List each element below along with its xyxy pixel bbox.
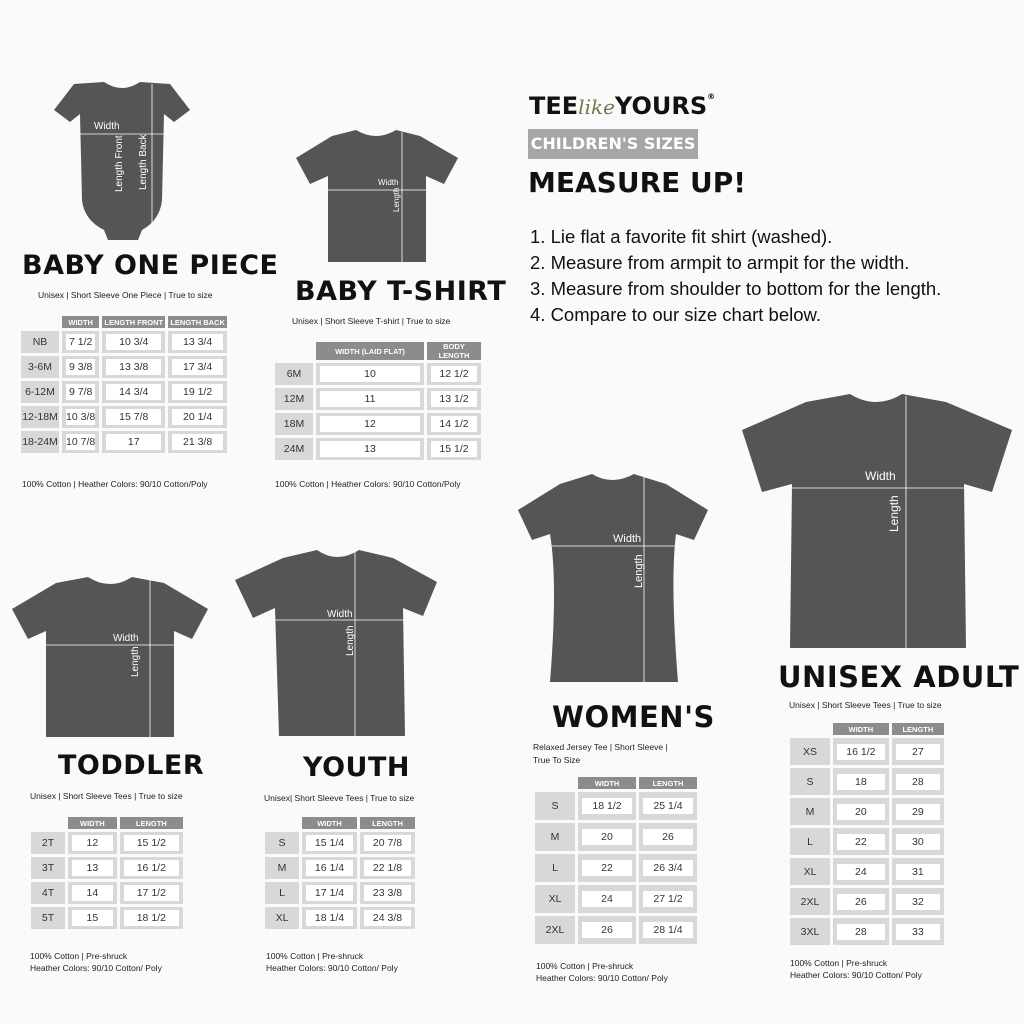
table-row [21,356,227,378]
table-row [790,768,944,795]
fabric-note: 100% Cotton | Heather Colors: 90/10 Cotton/Poly [22,479,208,489]
table-cell: 11 [320,391,420,407]
table-cell: 20 [582,829,632,845]
childrens-sizes-banner: CHILDREN'S SIZES [528,129,698,159]
table-row [790,828,944,855]
table-cell: 24 [837,864,885,880]
section-subtitle: Unisex | Short Sleeve T-shirt | True to size [292,316,451,326]
instruction-step: 1. Lie flat a favorite fit shirt (washed). [530,226,833,247]
table-row [535,823,697,851]
column-header: LENGTH [892,723,944,735]
table-cell: 9 7/8 [66,384,95,400]
size-label: 2XL [790,888,830,915]
table-cell: 12 1/2 [431,366,477,382]
table-cell: 15 7/8 [106,409,161,425]
size-label: M [535,823,575,851]
table-cell: 21 3/8 [172,434,223,450]
size-label: 3T [31,857,65,879]
table-cell: 10 3/8 [66,411,96,423]
table-row [535,792,697,820]
table-cell: 10 3/4 [106,334,161,350]
table-row [790,858,944,885]
size-label: 6M [275,363,313,385]
width-label: Width [378,178,399,187]
column-header: LENGTH FRONT [102,316,165,328]
column-header: LENGTH BACK [168,316,227,328]
table-cell: 28 1/4 [643,922,693,938]
table-cell: 30 [896,834,940,850]
fabric-note: 100% Cotton | Pre-shruck [266,951,364,961]
table-row [21,331,227,353]
table-cell: 16 1/4 [306,860,353,876]
table-cell: 27 1/2 [643,891,693,907]
table-cell: 10 7/8 [66,436,96,448]
width-label: Width [327,609,353,620]
table-cell: 20 1/4 [172,409,223,425]
table-cell: 22 1/8 [364,860,411,876]
logo-registered: ® [707,92,716,101]
fabric-note: Heather Colors: 90/10 Cotton/ Poly [266,963,398,973]
column-header: BODY LENGTH [427,342,481,360]
section-title-toddler: TODDLER [58,750,205,781]
column-header: WIDTH [68,817,117,829]
size-label: 3XL [790,918,830,945]
size-label: XL [790,858,830,885]
table-cell: 17 1/2 [124,885,179,901]
table-cell: 13 [72,860,113,876]
table-row [275,438,481,460]
fabric-note: 100% Cotton | Heather Colors: 90/10 Cotton/Poly [275,479,461,489]
size-label: L [535,854,575,882]
youth-illustration [233,548,439,738]
table-cell: 27 [896,744,940,760]
size-table-baby-tshirt [272,339,484,463]
womens-illustration [516,472,710,684]
table-cell: 7 1/2 [66,334,95,350]
size-label: 18M [275,413,313,435]
column-header: LENGTH [360,817,415,829]
size-label: XL [535,885,575,913]
table-cell: 22 [837,834,885,850]
table-cell: 16 1/2 [124,860,179,876]
table-cell: 14 1/2 [431,416,477,432]
table-cell: 19 1/2 [172,384,223,400]
fabric-note: 100% Cotton | Pre-shruck [536,961,634,971]
table-cell: 24 [582,891,632,907]
table-row [265,832,415,854]
table-cell: 17 [106,434,161,450]
width-label: Width [113,633,139,644]
table-row [21,381,227,403]
baby-tshirt-illustration [294,128,460,264]
table-cell: 14 [72,885,113,901]
fabric-note: 100% Cotton | Pre-shruck [30,951,128,961]
size-label: M [790,798,830,825]
table-row [535,885,697,913]
toddler-illustration [10,575,210,740]
size-label: 18-24M [21,431,59,453]
size-label: 3-6M [21,356,59,378]
section-title-unisex-adult: UNISEX ADULT [778,660,1020,694]
length-label: Length [887,495,901,532]
table-row [535,854,697,882]
size-label: 12M [275,388,313,410]
instruction-step: 3. Measure from shoulder to bottom for the length. [530,278,942,299]
column-header: WIDTH [578,777,636,789]
length-back-label: Length Back [138,134,149,190]
size-label: M [265,857,299,879]
table-cell: 26 3/4 [643,860,693,876]
baby-one-piece-illustration [52,80,192,245]
size-label: S [265,832,299,854]
table-cell: 28 [896,774,940,790]
table-cell: 18 1/2 [124,910,179,926]
fabric-note: Heather Colors: 90/10 Cotton/ Poly [30,963,162,973]
table-cell: 13 3/4 [172,334,223,350]
fabric-note: Heather Colors: 90/10 Cotton/ Poly [536,973,668,983]
column-header: LENGTH [120,817,183,829]
length-label: Length [392,187,401,212]
section-title-youth: YOUTH [303,752,410,783]
size-label: L [790,828,830,855]
table-row [535,916,697,944]
table-cell: 15 [72,910,113,926]
logo-tee: TEE [529,92,579,120]
table-cell: 13 [320,441,420,457]
size-table-womens [532,774,700,947]
table-row [31,857,183,879]
size-table-unisex-adult [787,720,947,948]
size-label: 12-18M [21,406,59,428]
size-label: S [790,768,830,795]
measure-up-headline: MEASURE UP! [528,166,747,199]
instruction-step: 4. Compare to our size chart below. [530,304,822,325]
size-label: XL [265,907,299,929]
table-cell: 17 1/4 [306,885,353,901]
table-row [31,882,183,904]
table-cell: 20 7/8 [364,835,411,851]
fabric-note: Heather Colors: 90/10 Cotton/ Poly [790,970,922,980]
table-cell: 16 1/2 [837,744,885,760]
instruction-list [530,224,941,328]
table-cell: 18 1/2 [582,798,632,814]
length-label: Length [130,646,141,677]
column-header: WIDTH [62,316,99,328]
table-row [265,882,415,904]
table-cell: 18 1/4 [306,910,353,926]
length-label: Length [345,625,356,656]
table-cell: 13 1/2 [431,391,477,407]
section-subtitle: Relaxed Jersey Tee | Short Sleeve | [533,742,668,752]
table-cell: 15 1/2 [124,835,179,851]
instruction-step: 2. Measure from armpit to armpit for the width. [530,252,910,273]
table-cell: 22 [582,860,632,876]
section-title-womens: WOMEN'S [552,700,715,734]
table-cell: 10 [320,366,420,382]
table-cell: 15 1/2 [431,441,477,457]
table-row [21,431,227,453]
table-cell: 29 [896,804,940,820]
table-cell: 32 [896,894,940,910]
size-label: 24M [275,438,313,460]
length-label: Length [633,554,645,588]
unisex-adult-illustration [740,392,1014,652]
fabric-note: 100% Cotton | Pre-shruck [790,958,888,968]
section-subtitle: Unisex | Short Sleeve Tees | True to size [789,700,942,710]
table-cell: 14 3/4 [106,384,161,400]
table-cell: 31 [896,864,940,880]
size-table-toddler [28,814,186,932]
table-cell: 9 3/8 [66,359,95,375]
table-row [275,388,481,410]
section-title-baby-tshirt: BABY T-SHIRT [295,276,507,307]
section-title-baby-one-piece: BABY ONE PIECE [22,250,279,281]
table-cell: 17 3/4 [172,359,223,375]
size-label: XS [790,738,830,765]
column-header: WIDTH [302,817,357,829]
table-cell: 28 [837,924,885,940]
table-row [31,907,183,929]
size-label: 4T [31,882,65,904]
width-label: Width [613,533,642,545]
table-cell: 26 [643,829,693,845]
table-cell: 33 [896,924,940,940]
table-cell: 23 3/8 [364,885,411,901]
table-cell: 12 [320,416,420,432]
table-row [265,907,415,929]
size-table-youth [262,814,418,932]
length-front-label: Length Front [114,135,125,192]
width-label: Width [94,121,120,132]
table-row [790,918,944,945]
width-label: Width [865,469,896,483]
logo-like: like [578,95,615,119]
table-cell: 25 1/4 [643,798,693,814]
size-label: 5T [31,907,65,929]
table-row [21,406,227,428]
table-row [275,413,481,435]
column-header: WIDTH (LAID FLAT) [316,342,424,360]
table-row [790,798,944,825]
table-cell: 26 [837,894,885,910]
column-header: LENGTH [639,777,697,789]
size-label: 2T [31,832,65,854]
section-subtitle: Unisex | Short Sleeve One Piece | True to size [38,290,213,300]
size-label: 6-12M [21,381,59,403]
section-subtitle-line2: True To Size [533,755,581,765]
column-header: WIDTH [833,723,889,735]
logo-yours: YOURS [614,92,708,120]
table-cell: 18 [837,774,885,790]
table-cell: 24 3/8 [364,910,411,926]
brand-logo [529,92,715,120]
table-row [275,363,481,385]
table-row [265,857,415,879]
table-cell: 12 [72,835,113,851]
table-row [790,888,944,915]
section-subtitle: Unisex| Short Sleeve Tees | True to size [264,793,415,803]
table-cell: 13 3/8 [106,359,161,375]
size-label: S [535,792,575,820]
size-table-baby-one-piece [18,313,230,456]
table-cell: 15 1/4 [306,835,353,851]
size-label: NB [21,331,59,353]
section-subtitle: Unisex | Short Sleeve Tees | True to size [30,791,183,801]
table-row [31,832,183,854]
size-label: L [265,882,299,904]
table-cell: 26 [582,922,632,938]
table-row [790,738,944,765]
size-label: 2XL [535,916,575,944]
table-cell: 20 [837,804,885,820]
